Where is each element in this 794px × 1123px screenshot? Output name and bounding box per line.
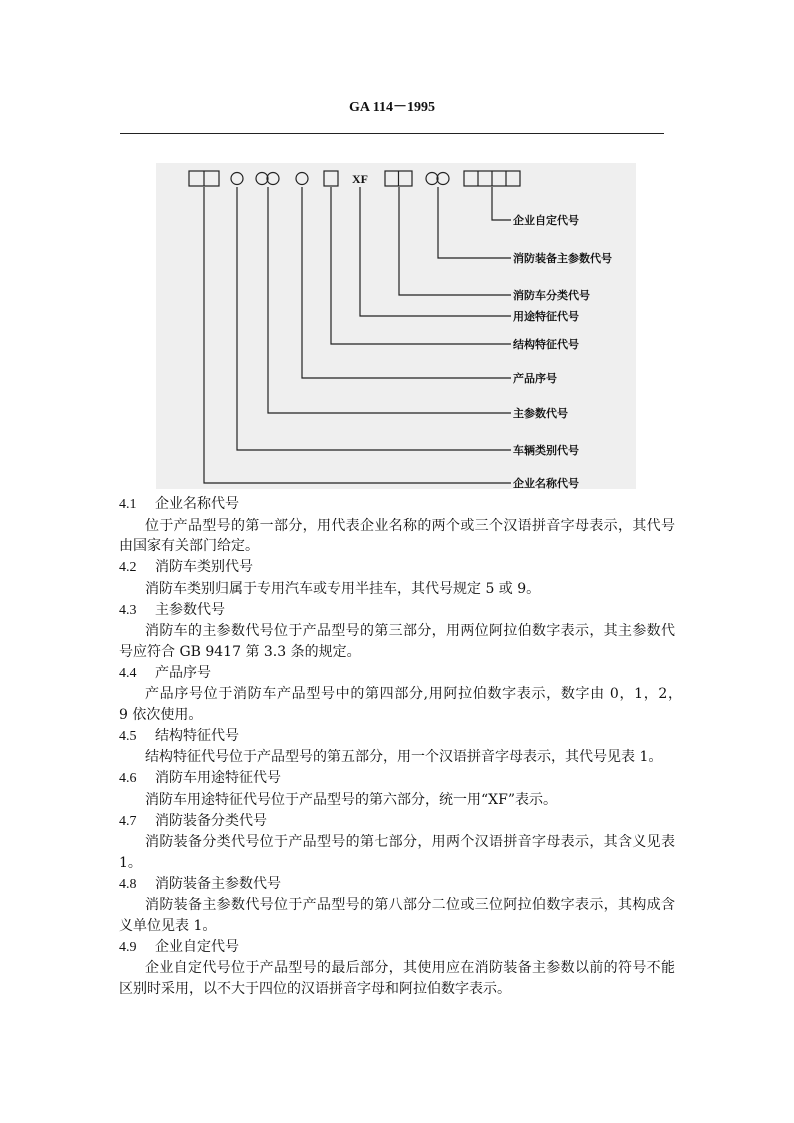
code-circle-equipment-parameter-2 <box>437 173 449 185</box>
code-circle-vehicle-category <box>231 173 243 185</box>
label-structure-feature-code: 结构特征代号 <box>513 338 579 351</box>
clause-number: 4.1 <box>119 497 137 512</box>
clause-number: 4.3 <box>119 602 137 618</box>
clause-4-3 <box>119 600 675 663</box>
code-circle-main-parameter-2 <box>267 173 279 185</box>
code-circle-product-serial <box>296 173 308 185</box>
clause-number: 4.2 <box>119 560 137 576</box>
clause-text: 结构特征代号位于产品型号的第五部分，用一个汉语拼音字母表示，其代号见表 1。 <box>145 749 663 766</box>
clause-title: 结构特征代号 <box>155 727 239 744</box>
clause-4-6 <box>119 768 675 810</box>
clause-number: 4.9 <box>119 939 137 955</box>
clause-text: 消防车类别归属于专用汽车或专用半挂车，其代号规定 5 或 9。 <box>145 580 541 597</box>
label-enterprise-name-code: 企业名称代号 <box>513 477 579 489</box>
clause-text: 消防车用途特征代号位于产品型号的第六部分，统一用“XF”表示。 <box>145 791 557 808</box>
clause-title: 消防车用途特征代号 <box>155 770 281 787</box>
label-enterprise-custom-code: 企业自定代号 <box>513 214 579 227</box>
clause-text: 消防装备主参数代号位于产品型号的第八部分二位或三位阿拉伯数字表示，其构成含义单位见表 1。 <box>119 897 675 935</box>
clause-text: 产品序号位于消防车产品型号中的第四部分,用阿拉伯数字表示，数字由 0，1，2， 9 依次使用。 <box>119 686 703 724</box>
clause-text: 消防车的主参数代号位于产品型号的第三部分，用两位阿拉伯数字表示，其主参数代号应符合 GB 9417 第 3.3 条的规定。 <box>119 623 675 660</box>
label-product-serial: 产品序号 <box>513 372 557 385</box>
clause-4-1 <box>119 494 675 557</box>
clause-title: 产品序号 <box>155 664 211 681</box>
clause-title: 企业自定代号 <box>155 938 239 955</box>
clause-heading <box>119 600 675 622</box>
clause-heading <box>119 557 675 579</box>
clause-text: 消防装备分类代号位于产品型号的第七部分，用两个汉语拼音字母表示，其含义见表 1。 <box>119 834 675 871</box>
clause-heading <box>119 663 675 685</box>
use-feature-code-mark: XF <box>352 172 368 186</box>
clause-heading <box>119 768 675 790</box>
clause-text: 企业自定代号位于产品型号的最后部分，其使用应在消防装备主参数以前的符号不能区别时采用，以不大于四位的汉语拼音字母和阿拉伯数字表示。 <box>119 960 675 998</box>
code-circle-main-parameter-1 <box>256 173 268 185</box>
header-rule <box>120 133 664 134</box>
code-circle-equipment-parameter-1 <box>426 173 438 185</box>
label-fire-truck-class-code: 消防车分类代号 <box>513 289 590 302</box>
clause-heading <box>119 811 675 833</box>
clause-4-7 <box>119 811 675 874</box>
code-box-structure-feature <box>324 171 338 186</box>
model-code-diagram-svg <box>156 163 636 489</box>
clause-heading <box>119 726 675 748</box>
clause-number: 4.7 <box>119 813 137 829</box>
clause-number: 4.8 <box>119 876 137 892</box>
label-vehicle-category-code: 车辆类别代号 <box>513 444 579 457</box>
clause-title: 主参数代号 <box>155 601 225 618</box>
label-main-parameter-code: 主参数代号 <box>513 407 568 420</box>
clause-4-5 <box>119 726 675 768</box>
clause-title: 消防车类别代号 <box>155 559 253 576</box>
clause-4-9 <box>119 937 675 1000</box>
clause-4-4 <box>119 663 703 726</box>
clause-text: 位于产品型号的第一部分，用代表企业名称的两个或三个汉语拼音字母表示，其代号由国家有关部门给定。 <box>119 517 675 555</box>
clause-number: 4.6 <box>119 771 137 787</box>
clause-title: 消防装备分类代号 <box>155 812 267 829</box>
label-equipment-main-parameter-code: 消防装备主参数代号 <box>513 252 612 265</box>
clause-number: 4.5 <box>119 728 137 744</box>
clause-title: 企业名称代号 <box>155 496 239 512</box>
label-use-feature-code: 用途特征代号 <box>513 310 579 323</box>
standard-code-header: GA 114－1995 <box>349 100 435 115</box>
clause-4-2 <box>119 557 675 599</box>
clause-list <box>119 494 703 1000</box>
clause-heading <box>119 874 675 896</box>
clause-4-8 <box>119 874 675 937</box>
clause-heading <box>119 494 675 516</box>
clause-title: 消防装备主参数代号 <box>155 875 281 892</box>
clause-heading <box>119 937 675 959</box>
model-code-diagram <box>156 163 636 489</box>
clause-number: 4.4 <box>119 665 137 681</box>
